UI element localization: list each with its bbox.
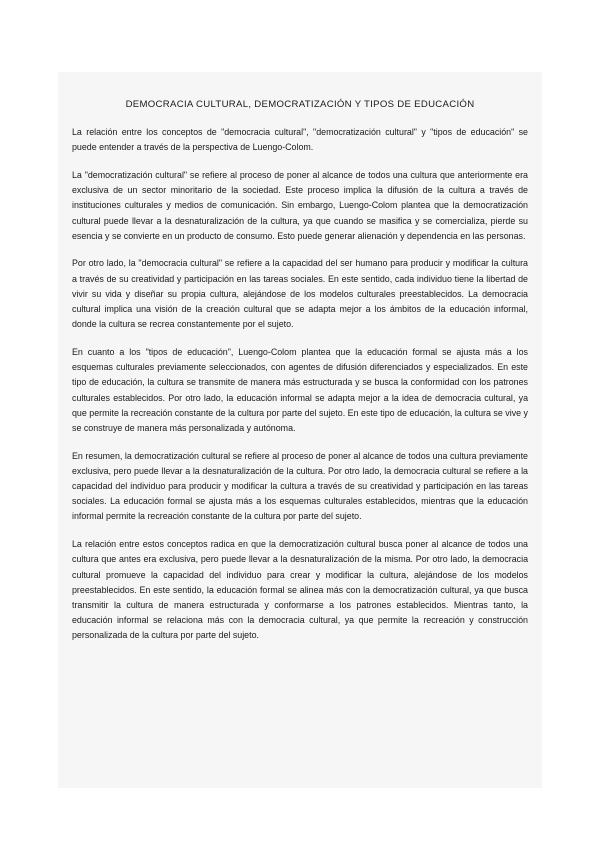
paragraph-tipos-educacion: En cuanto a los "tipos de educación", Luengo-Colom plantea que la educación formal se ajusta más a los esquemas culturales previamente seleccionados, con agentes de difusión diferenciados y especializados. En este tipo de educación, la cultura se transmite de manera más estructurada y se busca la conformidad con los patrones culturales establecidos. Por otro lado, la educación informal se adapta mejor a la idea de democracia cultural, ya que permite la recreación constante de la cultura por parte del sujeto. En este tipo de educación, la cultura se vive y se construye de manera más personalizada y autónoma. xyxy=(72,346,528,433)
paragraph-relacion: La relación entre estos conceptos radica en que la democratización cultural busca poner al alcance de todos una cultura que antes era exclusiva, pero puede llevar a la desnaturalización de la misma. Por otro lado, la democracia cultural promueve la capacidad del individuo para crear y modificar la cultura, alejándose de los modelos preestablecidos. En este sentido, la educación formal se alinea más con la democratización cultural, ya que busca transmitir la cultura de manera estructurada y conformarse a los patrones establecidos. Mientras tanto, la educación informal se relaciona más con la democracia cultural, ya que permite la recreación y construcción personalizada de la cultura por parte del sujeto. xyxy=(72,539,528,641)
document-page xyxy=(58,72,542,788)
paragraph-resumen: En resumen, la democratización cultural se refiere al proceso de poner al alcance de todos una cultura previamente exclusiva, pero puede llevar a la desnaturalización de la cultura. Por otro lado, la democracia cultural se refiere a la capacidad del individuo para producir y modificar la cultura a través de su creatividad y participación en las tareas sociales. La educación formal se ajusta más a los esquemas culturales establecidos, mientras que la educación informal permite la recreación constante de la cultura por parte del sujeto. xyxy=(72,450,528,522)
paragraph-democratizacion: La "democratización cultural" se refiere al proceso de poner al alcance de todos una cultura que anteriormente era exclusiva de un sector minoritario de la sociedad. Este proceso implica la difusión de la cultura a través de instituciones culturales y medios de comunicación. Sin embargo, Luengo-Colom plantea que la democratización cultural puede llevar a la desnaturalización de la cultura, ya que cuando se masifica y se comercializa, pierde su esencia y se convierte en un producto de consumo. Esto puede generar alienación y dependencia en las personas. xyxy=(72,169,528,241)
paragraph-democracia: Por otro lado, la "democracia cultural" se refiere a la capacidad del ser humano para producir y modificar la cultura a través de su creatividad y participación en las tareas sociales. En este sentido, cada individuo tiene la libertad de vivir su vida y diseñar su propia cultura, alejándose de los modelos culturales preestablecidos. La democracia cultural implica una visión de la creación cultural que se adapta mejor a los ámbitos de la educación informal, donde la cultura se recrea constantemente por el sujeto. xyxy=(72,258,528,330)
document-title: DEMOCRACIA CULTURAL, DEMOCRATIZACIÓN Y TIPOS DE EDUCACIÓN xyxy=(125,99,475,110)
paragraph-intro: La relación entre los conceptos de "democracia cultural", "democratización cultural" y "tipos de educación" se puede entender a través de la perspectiva de Luengo-Colom. xyxy=(72,127,528,153)
